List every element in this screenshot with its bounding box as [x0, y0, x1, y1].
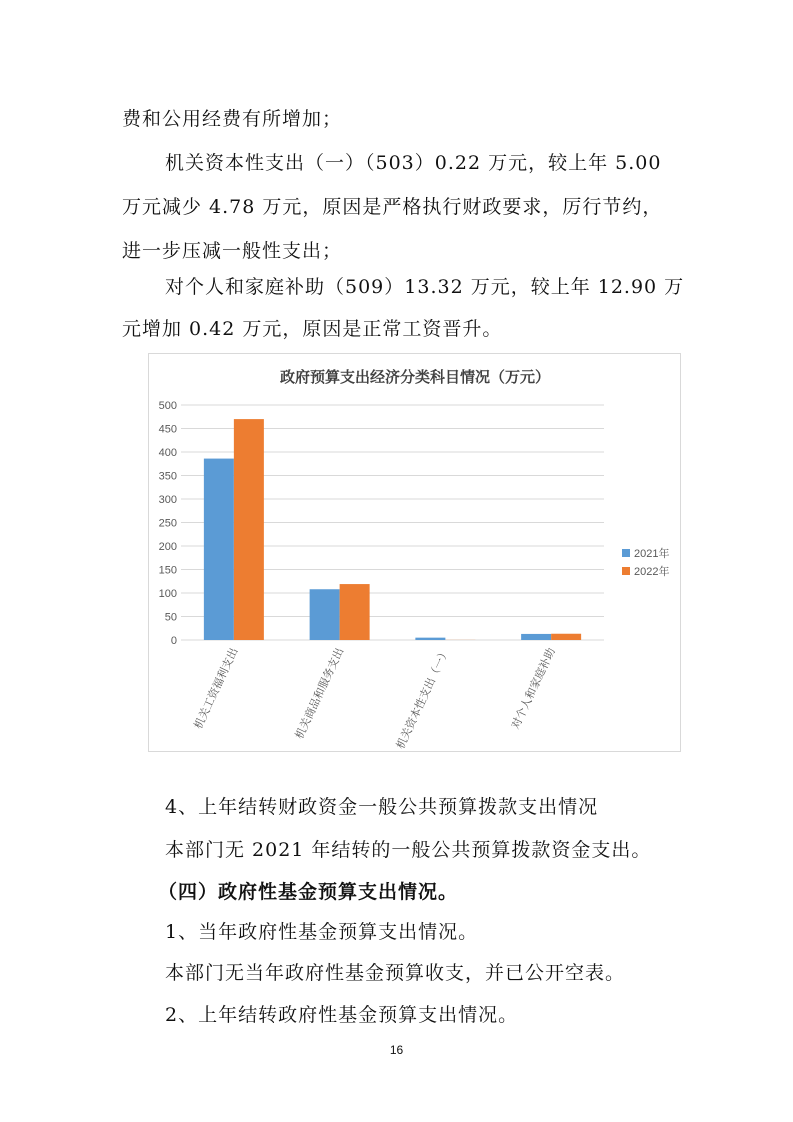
bar-2021年-2	[415, 638, 445, 640]
paragraph-line-4: 进一步压减一般性支出；	[122, 240, 343, 262]
bar-chart	[148, 353, 681, 752]
legend-swatch	[622, 549, 630, 557]
y-tick-label: 100	[158, 588, 177, 600]
y-tick-label: 50	[164, 611, 177, 624]
bar-2022年-3	[551, 634, 581, 640]
item-1-text: 本部门无当年政府性基金预算收支，并已公开空表。	[165, 962, 626, 984]
y-tick-label: 300	[158, 494, 177, 506]
y-tick-label: 500	[158, 400, 177, 412]
bar-2021年-1	[310, 589, 340, 640]
item-4-heading: 4、上年结转财政资金一般公共预算拨款支出情况	[165, 796, 599, 818]
category-label: 对个人和家庭补助	[508, 645, 558, 732]
y-tick-label: 150	[158, 564, 177, 577]
y-tick-label: 200	[158, 541, 177, 553]
paragraph-line-5: 对个人和家庭补助（509）13.32 万元，较上年 12.90 万	[165, 276, 685, 298]
paragraph-line-3: 万元减少 4.78 万元，原因是严格执行财政要求，厉行节约，	[122, 196, 663, 218]
y-tick-label: 0	[170, 635, 177, 647]
bar-2021年-0	[204, 459, 234, 640]
page-number: 16	[389, 1043, 404, 1057]
paragraph-line-2: 机关资本性支出（一）（503）0.22 万元，较上年 5.00	[165, 152, 662, 174]
bar-2022年-1	[340, 584, 370, 640]
legend-swatch	[622, 567, 630, 575]
y-tick-label: 350	[158, 470, 177, 483]
category-label: 机关资本性支出（一）	[393, 645, 453, 751]
item-1-heading: 1、当年政府性基金预算支出情况。	[165, 921, 479, 943]
item-2-heading: 2、上年结转政府性基金预算支出情况。	[165, 1004, 519, 1026]
bar-2022年-0	[234, 419, 264, 640]
legend-label: 2021年	[634, 548, 670, 560]
section-heading: （四）政府性基金预算支出情况。	[158, 881, 459, 903]
chart-canvas	[149, 354, 682, 753]
y-tick-label: 400	[158, 447, 177, 459]
chart-title: 政府预算支出经济分类科目情况（万元）	[279, 368, 551, 386]
category-label: 机关工资福利支出	[191, 645, 241, 732]
category-label: 机关商品和服务支出	[292, 645, 347, 741]
item-4-text: 本部门无 2021 年结转的一般公共预算拨款资金支出。	[165, 839, 652, 861]
y-tick-label: 250	[158, 517, 177, 530]
paragraph-line-1: 费和公用经费有所增加；	[122, 108, 343, 130]
paragraph-line-6: 元增加 0.42 万元，原因是正常工资晋升。	[122, 318, 503, 340]
bar-2021年-3	[521, 634, 551, 640]
y-tick-label: 450	[158, 423, 177, 436]
legend-label: 2022年	[634, 566, 670, 578]
